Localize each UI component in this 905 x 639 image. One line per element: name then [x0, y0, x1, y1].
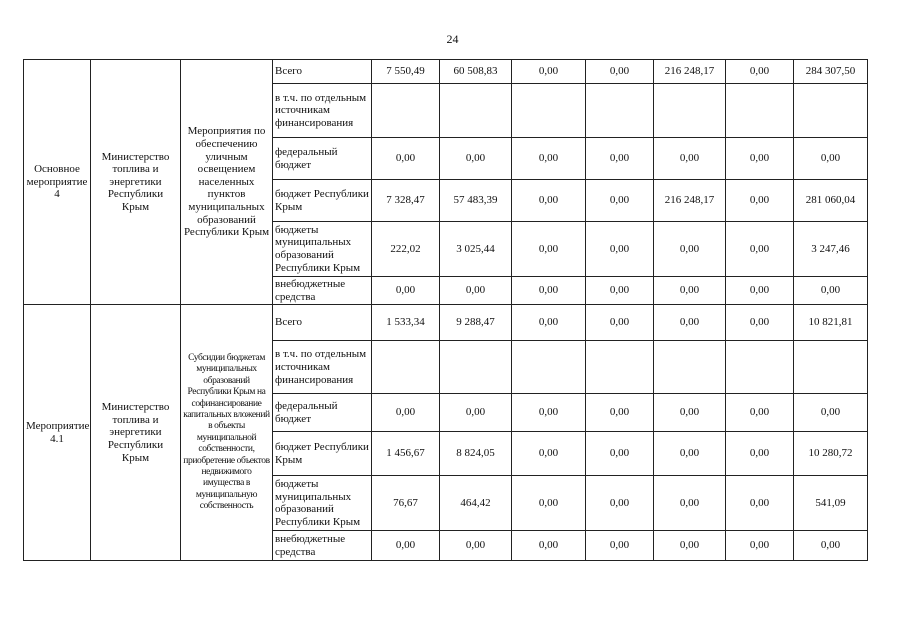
executor-cell: Министерство топлива и энергетики Республики Крым: [91, 305, 181, 561]
value-cell: 0,00: [586, 476, 654, 531]
value-cell: 0,00: [794, 531, 868, 561]
value-cell: [794, 84, 868, 138]
funding-source-cell: в т.ч. по отдельным источникам финансирования: [273, 84, 372, 138]
value-cell: 0,00: [726, 60, 794, 84]
value-cell: [586, 341, 654, 394]
value-cell: 0,00: [586, 432, 654, 476]
value-cell: 0,00: [654, 432, 726, 476]
value-cell: 0,00: [726, 394, 794, 432]
value-cell: 0,00: [372, 138, 440, 180]
value-cell: 0,00: [726, 138, 794, 180]
funding-source-cell: Всего: [273, 305, 372, 341]
value-cell: 0,00: [372, 531, 440, 561]
value-cell: 0,00: [586, 277, 654, 305]
value-cell: 464,42: [440, 476, 512, 531]
value-cell: 0,00: [440, 531, 512, 561]
value-cell: [794, 341, 868, 394]
value-cell: 60 508,83: [440, 60, 512, 84]
value-cell: 10 280,72: [794, 432, 868, 476]
value-cell: 0,00: [726, 531, 794, 561]
funding-source-cell: внебюджетные средства: [273, 277, 372, 305]
funding-source-cell: федеральный бюджет: [273, 394, 372, 432]
value-cell: 0,00: [372, 277, 440, 305]
funding-source-cell: внебюджетные средства: [273, 531, 372, 561]
value-cell: 541,09: [794, 476, 868, 531]
value-cell: 0,00: [654, 531, 726, 561]
value-cell: 0,00: [372, 394, 440, 432]
value-cell: 0,00: [586, 138, 654, 180]
value-cell: 0,00: [512, 60, 586, 84]
value-cell: 0,00: [654, 277, 726, 305]
value-cell: 0,00: [794, 138, 868, 180]
value-cell: [512, 84, 586, 138]
value-cell: [654, 341, 726, 394]
value-cell: [586, 84, 654, 138]
value-cell: 0,00: [794, 277, 868, 305]
value-cell: [654, 84, 726, 138]
value-cell: 0,00: [586, 531, 654, 561]
funding-source-cell: бюджеты муниципальных образований Республики Крым: [273, 476, 372, 531]
value-cell: 0,00: [586, 305, 654, 341]
value-cell: 0,00: [726, 277, 794, 305]
executor-cell: Министерство топлива и энергетики Республики Крым: [91, 60, 181, 305]
value-cell: [372, 341, 440, 394]
value-cell: 0,00: [586, 394, 654, 432]
value-cell: 222,02: [372, 222, 440, 277]
value-cell: 7 328,47: [372, 180, 440, 222]
value-cell: 0,00: [726, 305, 794, 341]
value-cell: 0,00: [726, 180, 794, 222]
value-cell: 0,00: [512, 476, 586, 531]
value-cell: 0,00: [586, 60, 654, 84]
value-cell: 76,67: [372, 476, 440, 531]
value-cell: 0,00: [512, 138, 586, 180]
value-cell: 8 824,05: [440, 432, 512, 476]
value-cell: [726, 84, 794, 138]
value-cell: 9 288,47: [440, 305, 512, 341]
funding-source-cell: бюджет Республики Крым: [273, 180, 372, 222]
value-cell: 0,00: [586, 222, 654, 277]
funding-source-cell: Всего: [273, 60, 372, 84]
value-cell: 57 483,39: [440, 180, 512, 222]
funding-source-cell: бюджет Республики Крым: [273, 432, 372, 476]
value-cell: 281 060,04: [794, 180, 868, 222]
value-cell: 0,00: [726, 476, 794, 531]
value-cell: 0,00: [512, 394, 586, 432]
value-cell: 284 307,50: [794, 60, 868, 84]
event-cell: Основное мероприятие 4: [24, 60, 91, 305]
value-cell: 0,00: [512, 531, 586, 561]
value-cell: [726, 341, 794, 394]
value-cell: 0,00: [512, 222, 586, 277]
value-cell: 0,00: [586, 180, 654, 222]
value-cell: 0,00: [512, 277, 586, 305]
value-cell: 216 248,17: [654, 180, 726, 222]
value-cell: 0,00: [440, 277, 512, 305]
budget-table: [23, 59, 868, 561]
table-row: [24, 60, 868, 84]
event-cell: Мероприятие 4.1: [24, 305, 91, 561]
event-name-cell: Мероприятия по обеспечению уличным освещением населенных пунктов муниципальных образований Республики Крым: [181, 60, 273, 305]
value-cell: 0,00: [440, 138, 512, 180]
value-cell: 0,00: [654, 222, 726, 277]
value-cell: 0,00: [654, 476, 726, 531]
value-cell: 0,00: [654, 138, 726, 180]
value-cell: 0,00: [654, 305, 726, 341]
value-cell: 7 550,49: [372, 60, 440, 84]
value-cell: 3 025,44: [440, 222, 512, 277]
value-cell: 0,00: [726, 222, 794, 277]
value-cell: [512, 341, 586, 394]
value-cell: [440, 341, 512, 394]
value-cell: 0,00: [512, 432, 586, 476]
value-cell: 10 821,81: [794, 305, 868, 341]
funding-source-cell: в т.ч. по отдельным источникам финансирования: [273, 341, 372, 394]
value-cell: 216 248,17: [654, 60, 726, 84]
value-cell: 1 456,67: [372, 432, 440, 476]
value-cell: 0,00: [794, 394, 868, 432]
value-cell: 0,00: [512, 180, 586, 222]
page-number: 24: [446, 32, 459, 46]
funding-source-cell: федеральный бюджет: [273, 138, 372, 180]
value-cell: 0,00: [440, 394, 512, 432]
value-cell: 3 247,46: [794, 222, 868, 277]
event-name-cell: Субсидии бюджетам муниципальных образований Республики Крым на софинансирование капитальных вложений в объекты муниципальной собственности, приобретение объектов недвижимого имущества в муниципальную собственность: [181, 305, 273, 561]
value-cell: 1 533,34: [372, 305, 440, 341]
value-cell: [372, 84, 440, 138]
table-row: [24, 305, 868, 341]
value-cell: [440, 84, 512, 138]
funding-source-cell: бюджеты муниципальных образований Республики Крым: [273, 222, 372, 277]
value-cell: 0,00: [654, 394, 726, 432]
value-cell: 0,00: [512, 305, 586, 341]
value-cell: 0,00: [726, 432, 794, 476]
